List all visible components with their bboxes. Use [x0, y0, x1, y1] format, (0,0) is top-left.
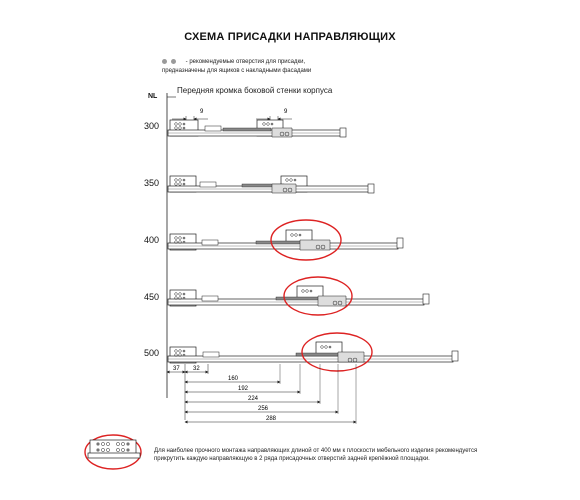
- runner-300: [168, 109, 346, 137]
- size-label-350: 350: [144, 178, 160, 188]
- dim-37: 37: [173, 366, 180, 372]
- dim-160: 160: [228, 376, 239, 382]
- top-dim-300: 9: [200, 109, 204, 115]
- dim-32: 32: [193, 366, 200, 372]
- size-label-300: 300: [144, 121, 160, 131]
- legend-line-2: предназначены для ящиков с накладными фасадами: [162, 68, 312, 74]
- bottom-dimensions: [167, 364, 356, 424]
- diagram-title: СХЕМА ПРИСАДКИ НАПРАВЛЯЮЩИХ: [184, 31, 396, 43]
- front-edge-label: Передняя кромка боковой стенки корпуса: [177, 86, 333, 95]
- size-label-500: 500: [144, 348, 160, 358]
- size-label-450: 450: [144, 292, 160, 302]
- runner-400: [168, 220, 403, 260]
- svg-text:9: 9: [284, 109, 288, 115]
- note-line-1: Для наиболее прочного монтажа направляющих длиной от 400 мм к плоскости мебельного изделия рекомендуется: [154, 448, 478, 454]
- dim-288: 288: [266, 416, 277, 422]
- runner-450: [168, 277, 429, 315]
- two-row-holes-icon: [85, 435, 141, 469]
- legend-line-1: - рекомендуемые отверстия для присадки,: [185, 59, 306, 65]
- runner-350: [168, 176, 374, 193]
- note-line-2: прикрутить каждую направляющую в 2 ряда присадочных отверстий задней крепёжной площадки.: [154, 456, 430, 462]
- runner-500: [168, 333, 458, 371]
- mounting-note: [154, 447, 524, 463]
- size-label-400: 400: [144, 235, 160, 245]
- dim-256: 256: [258, 406, 269, 412]
- dim-224: 224: [248, 396, 259, 402]
- nl-label: NL: [148, 93, 158, 100]
- dim-192: 192: [238, 386, 249, 392]
